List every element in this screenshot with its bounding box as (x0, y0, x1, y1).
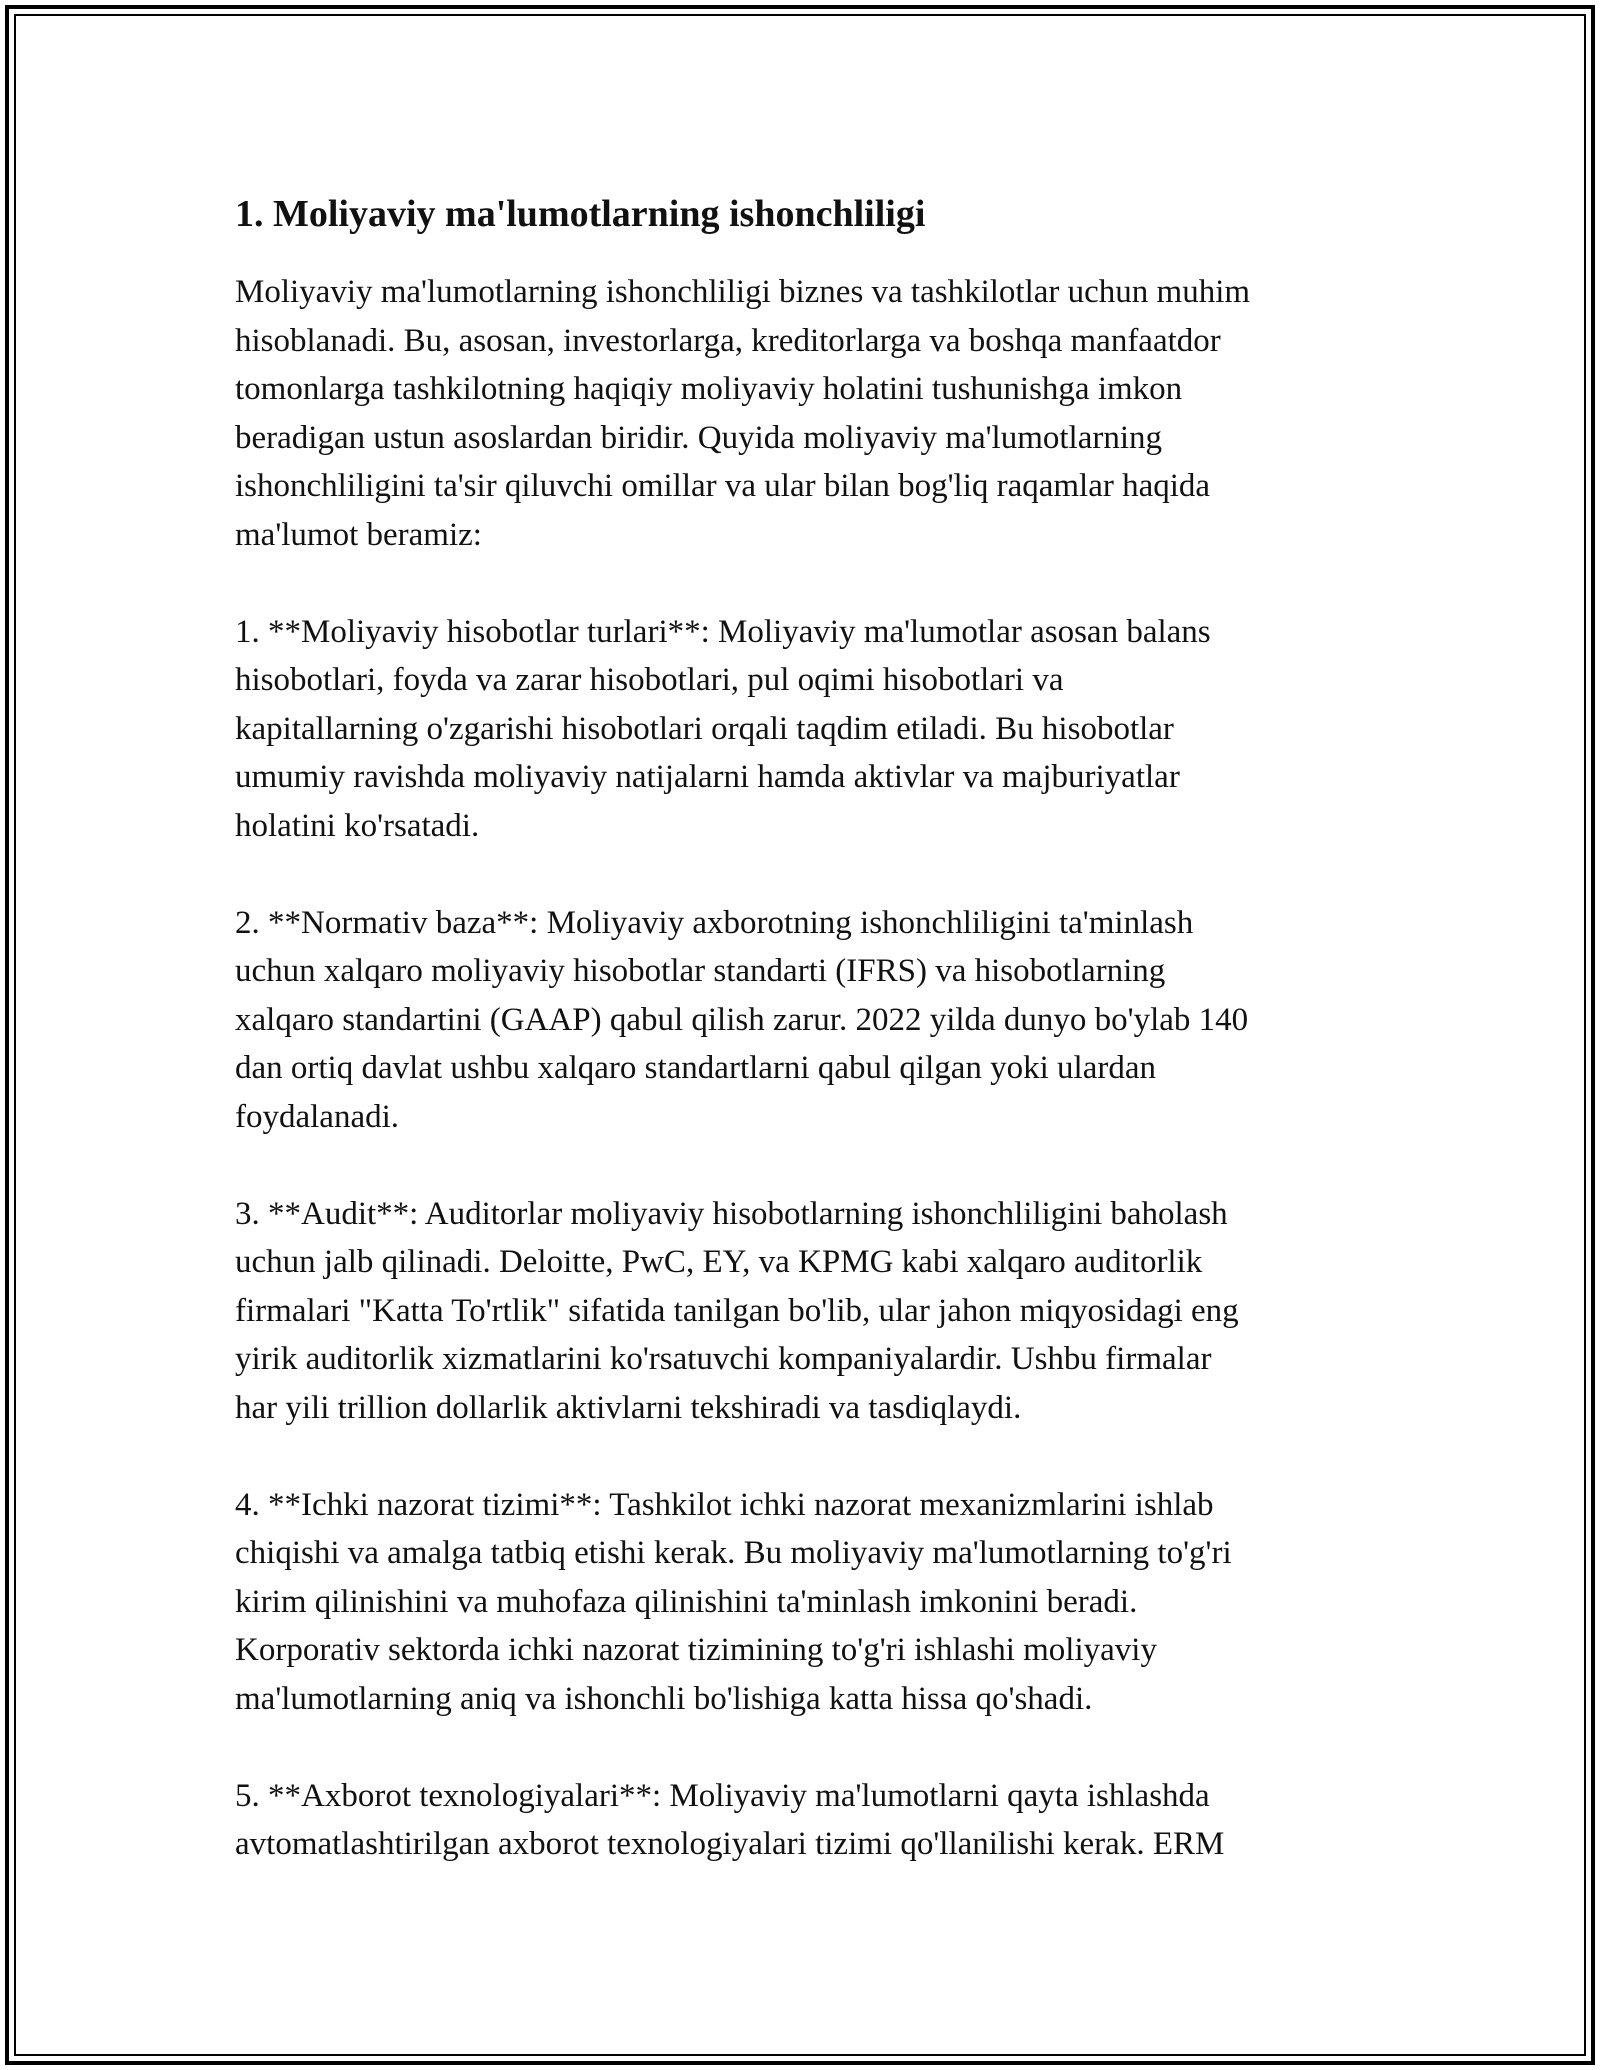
paragraph-audit: 3. **Audit**: Auditorlar moliyaviy hisobotlarning ishonchliligini baholash uchun jalb qilinadi. Deloitte, PwC, EY, va KPMG kabi xalqaro auditorlik firmalari "Katta To'rtlik" sifatida tanilgan bo'lib, ular jahon miqyosidagi eng yirik auditorlik xizmatlarini ko'rsatuvchi kompaniyalardir. Ushbu firmalar har yili trillion dollarlik aktivlarni tekshiradi va tasdiqlaydi. (235, 1195, 1239, 1426)
paragraph-internal-control: 4. **Ichki nazorat tizimi**: Tashkilot ichki nazorat mexanizmlarini ishlab chiqishi va amalga tatbiq etishi kerak. Bu moliyaviy ma'lumotlarning to'g'ri kirim qilinishini va muhofaza qilinishini ta'minlash imkonini beradi. Korporativ sektorda ichki nazorat tizimining to'g'ri ishlashi moliyaviy ma'lumotlarning aniq va ishonchli bo'lishiga katta hissa qo'shadi. (235, 1486, 1232, 1717)
document-body (235, 186, 1385, 1917)
paragraph-financial-reports: 1. **Moliyaviy hisobotlar turlari**: Moliyaviy ma'lumotlar asosan balans hisobotlari, foyda va zarar hisobotlari, pul oqimi hisobotlari va kapitallarning o'zgarishi hisobotlari orqali taqdim etiladi. Bu hisobotlar umumiy ravishda moliyaviy natijalarni hamda aktivlar va majburiyatlar holatini ko'rsatadi. (235, 613, 1211, 844)
paragraph-regulatory-base: 2. **Normativ baza**: Moliyaviy axborotning ishonchliligini ta'minlash uchun xalqaro moliyaviy hisobotlar standarti (IFRS) va hisobotlarning xalqaro standartini (GAAP) qabul qilish zarur. 2022 yilda dunyo bo'ylab 140 dan ortiq davlat ushbu xalqaro standartlarni qabul qilgan yoki ulardan foydalanadi. (235, 904, 1249, 1135)
intro-paragraph: Moliyaviy ma'lumotlarning ishonchliligi biznes va tashkilotlar uchun muhim hisoblanadi. Bu, asosan, investorlarga, kreditorlarga va boshqa manfaatdor tomonlarga tashkilotning haqiqiy moliyaviy holatini tushunishga imkon beradigan ustun asoslardan biridir. Quyida moliyaviy ma'lumotlarning ishonchliligini ta'sir qiluvchi omillar va ular bilan bog'liq raqamlar haqida ma'lumot beramiz: (235, 274, 1251, 553)
document-title: 1. Moliyaviy ma'lumotlarning ishonchliligi (235, 193, 926, 235)
paragraph-information-technology: 5. **Axborot texnologiyalari**: Moliyaviy ma'lumotlarni qayta ishlashda avtomatlashtirilgan axborot texnologiyalari tizimi qo'llanilishi kerak. ERM (235, 1777, 1225, 1862)
